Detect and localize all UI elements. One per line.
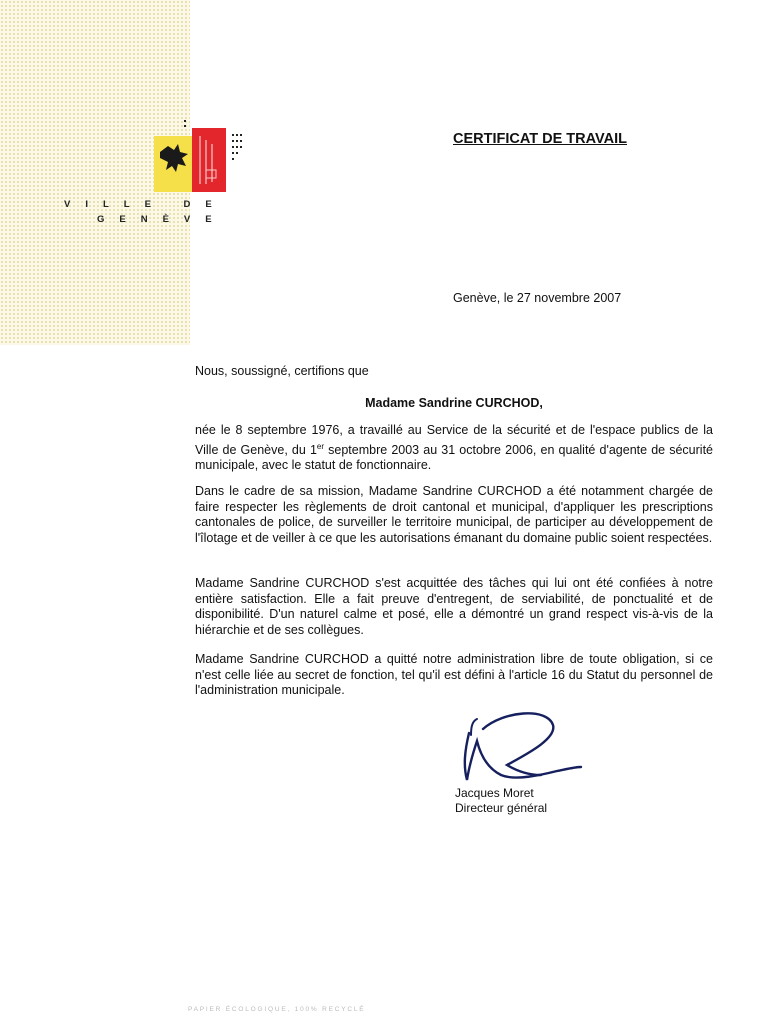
paragraph-evaluation: Madame Sandrine CURCHOD s'est acquittée des tâches qui lui ont été confiées à notre entière satisfaction. Elle a fait preuve d'entregent, de serviabilité, de ponctualité et de disponibilité. D'un naturel calme et posé, elle a démontré un grand respect vis-à-vis de la hiérarchie et de ses collègues. (195, 576, 713, 637)
geneva-coat-of-arms-icon (150, 118, 250, 198)
ordinal-superscript: er (316, 441, 325, 451)
paragraph-employment-start: née le 8 septembre 1976, a travaillé au Service de la sécurité et de l'espace publics de la Ville de Genève, du 1 (195, 423, 713, 457)
subject-name: Madame Sandrine CURCHOD, (365, 396, 543, 410)
city-name-line1: VILLE DE (64, 199, 227, 210)
signatory-name: Jacques Moret (455, 786, 534, 800)
salutation: Nous, soussigné, certifions que (195, 364, 369, 378)
signature-image (455, 705, 585, 790)
footer-recycled-note: PAPIER ÉCOLOGIQUE, 100% RECYCLÉ (188, 1006, 366, 1013)
paragraph-departure: Madame Sandrine CURCHOD a quitté notre administration libre de toute obligation, si ce n'est celle liée au secret de fonction, tel qu'il est défini à l'article 16 du Statut du personnel de l'administration municipale. (195, 652, 713, 697)
city-name-line2: GENÈVE (97, 214, 227, 225)
paragraph-mission: Dans le cadre de sa mission, Madame Sandrine CURCHOD a été notamment chargée de faire respecter les règlements de droit cantonal et municipal, d'appliquer les prescriptions cantonales de police, de surveiller le territoire municipal, de participer au développement de l'îlotage et de veiller à ce que les autorisations émanant du domaine public soient respectées. (195, 484, 713, 545)
paragraph-employment-end: septembre 2003 au 31 octobre 2006, en qualité d'agente de sécurité municipale, avec le statut de fonctionnaire. (195, 442, 713, 473)
letter-date: Genève, le 27 novembre 2007 (453, 291, 622, 305)
document-title: CERTIFICAT DE TRAVAIL (453, 131, 627, 147)
signatory-title: Directeur général (455, 801, 548, 815)
paragraph-employment (195, 423, 713, 474)
